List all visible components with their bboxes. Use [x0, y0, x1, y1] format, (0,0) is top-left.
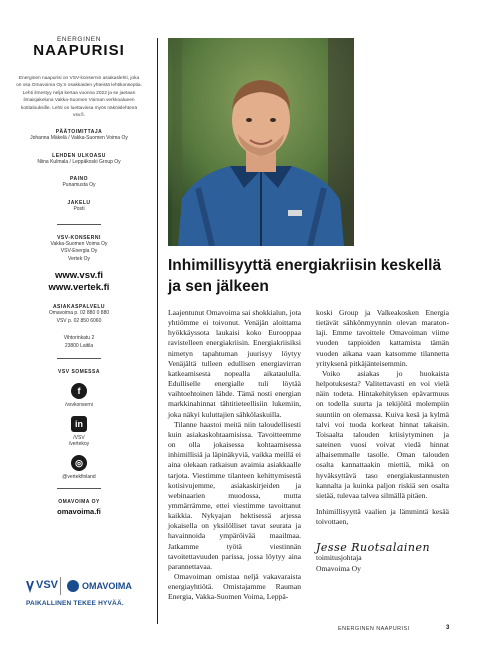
section-layout — [12, 153, 146, 166]
portrait-illustration — [168, 38, 354, 246]
address-line: Vihtorinkatu 2 — [63, 335, 95, 342]
article-headline: Inhimillisyyttä energiakriisin keskellä ja sen jälkeen — [168, 257, 442, 295]
section-distribution — [12, 200, 146, 213]
address-line: 23800 Laitila — [64, 342, 94, 349]
masthead-title: NAAPURISI — [33, 42, 125, 59]
sidebar — [12, 36, 146, 516]
section-konserni — [12, 235, 146, 263]
logo-divider — [60, 577, 61, 595]
portrait-photo — [168, 38, 354, 246]
vsv-logo: VSV — [36, 579, 59, 591]
social-handle: /vsvkonserni — [65, 401, 93, 408]
section-editor — [12, 129, 146, 142]
section-title: VSV SOMESSA — [58, 368, 100, 375]
section-omavoima — [12, 499, 146, 516]
section-text: Niina Kulmala / Leppäkoski Group Oy — [37, 158, 121, 165]
section-text: Johanna Mäkelä / Vakka-Suomen Voima Oy — [30, 135, 128, 142]
social-linkedin[interactable] — [12, 416, 146, 447]
column-divider — [157, 38, 158, 624]
section-title: OMAVOIMA OY — [58, 498, 100, 505]
page-number: 3 — [446, 625, 450, 631]
section-title: JAKELU — [67, 199, 91, 206]
paragraph: koski Group ja Valkeakosken Energia tietävät sähkönmyynnin olevan maraton-laji. Emme tavoittele Omavoiman viime vuoden tappioiden kattamista tämän vuoden aikana vaan katsomme tilannetta yrityksenä pitkäjänteisemmin. — [316, 308, 449, 368]
section-title: PAINO — [70, 176, 88, 183]
facebook-icon[interactable]: f — [71, 383, 87, 399]
section-title: PÄÄTOIMITTAJA — [55, 129, 103, 136]
section-text: Posti — [73, 205, 85, 212]
section-customer-service — [12, 304, 146, 325]
masthead-small: ENERGINEN — [56, 36, 102, 43]
section-social — [12, 369, 146, 480]
divider — [57, 358, 101, 359]
section-text: VSV-Energia Oy — [60, 248, 98, 255]
section-title: VSV-KONSERNI — [57, 235, 101, 242]
partner-logos — [26, 577, 138, 595]
intro-text: Energinen naapurisi on VSV-konsernin asiakaslehti, joka on osa Omavoima Oy:n osakkaiden yhteistä lehtikonseptia. Lehti ilmestyy neljä kertaa vuonna 2022 ja se jaetaan ilmaisjakeluna Vakka-Suomen Voiman verkkoalueen kotitalouksille. Lehti on luettavissa myös näköislehtenä vsv.fi. — [16, 76, 142, 119]
address — [12, 335, 146, 350]
signer-company: Omavoima Oy — [316, 563, 361, 573]
section-title: LEHDEN ULKOASU — [52, 152, 106, 159]
paragraph: Laajentunut Omavoima sai shokkialun, jota yhtiömme ei toivonut. Venäjän aloittama hyökkäyssota laukaisi koko Eurooppaa ravistelleen energiakriisin. Energiakriisiksi nimetyn tapahtuman juurisyy löytyy Venäjältä tulleen edullisen energiavirran katkeamisesta nopealla aikataululla. Edulliselle energialle tuli löytää vaihtoehtoinen lähde. Tämä nosti energian markkinahinnat tähtitieteellisiin lukemiin, joka näkyi kuluttajien sähkölaskuilla. — [168, 308, 301, 419]
paragraph: Omavoiman omistaa neljä vakavaraista energiayhtiötä. Omistajamme Rauman Energia, Vakka-Suomen Voima, Leppä- — [168, 572, 301, 602]
closing-text: Inhimillisyyttä vaalien ja lämmintä kesää toivottaen, — [316, 506, 449, 527]
website-link-omavoima[interactable]: omavoima.fi — [57, 506, 101, 516]
section-text: Punamusta Oy — [62, 182, 96, 189]
signature: Jesse Ruotsalainen — [316, 541, 431, 555]
article-column-1 — [168, 308, 301, 603]
article-column-2 — [316, 308, 449, 574]
social-handle: @vertekfinland — [62, 473, 96, 480]
paragraph: Voiko asiakas jo huokaista helpotuksesta? Valitettavasti en voi vielä näin todeta. Hintakehityksen epävarmuus on todella suurta ja tekijöitä molempiin suuntiin on olemassa. Kuiva kesä ja kylmä talvi voi tuoda korkeat hinnat takaisin. Toisaalta talouden kriisiytyminen ja sateinen vuosi voivat viedä hinnat alhaisemmalle tasolle. Oman talouden osalta kannattaakin miettiä, mikä on hyväksyttävä taso energiakustannusten kannalta ja kuinka paljon riskiä sen osalta sietää, tulevaa talvea silmällä pitäen. — [316, 368, 449, 500]
section-text: Vertek Oy — [68, 255, 90, 262]
website-link-vsv[interactable]: www.vsv.fi — [54, 270, 104, 282]
omavoima-logo-icon — [67, 580, 79, 592]
paragraph: Tilanne haastoi meitä niin taloudellisesti kuin asiakaskohtaamisissa. Tavoitteemme on olla jokaisessa kohtaamisessa inhimillisiä ja läpinäkyviä, vaikka meillä ei aina olekaan ratkaisun avaimia asiakkaalle tarjota. Viestimme tilanteen kehittymisestä kotisivujemme, asiakaskirjeiden ja webinaarien muodossa, mutta ymmärrämme, ettei viestimme tavoittanut kaikkia. Nykyajan hektisessä arjessa jokaisella on yksilölliset tavat seurata ja havainnoida ympäröivää maailmaa. Jatkamme työtä viestinnän tavoitettavuuden parissa, jossa löytyy aina parannettavaa. — [168, 419, 301, 571]
divider — [57, 224, 101, 225]
website-link-vertek[interactable]: www.vertek.fi — [48, 282, 110, 294]
divider — [57, 488, 101, 489]
section-text: VSV p. 02 850 6060 — [56, 317, 102, 324]
section-text: Vakka-Suomen Voima Oy — [50, 241, 108, 248]
websites — [12, 270, 146, 294]
linkedin-icon[interactable]: in — [71, 416, 87, 432]
section-title: ASIAKASPALVELU — [52, 304, 106, 311]
instagram-icon[interactable]: ◎ — [71, 455, 87, 471]
footer-magazine-name: ENERGINEN NAAPURISI — [338, 626, 410, 632]
section-text: Omavoima p. 02 880 0 880 — [48, 310, 110, 317]
section-print — [12, 176, 146, 189]
social-instagram[interactable] — [12, 455, 146, 480]
signer-title: toimitusjohtaja — [316, 553, 362, 563]
omavoima-logo: OMAVOIMA — [82, 581, 132, 591]
vsv-logo-mark — [26, 577, 34, 595]
tagline: PAIKALLINEN TEKEE HYVÄÄ. — [26, 600, 124, 607]
social-handle: /VSV /vertekoy — [68, 434, 90, 447]
social-facebook[interactable] — [12, 383, 146, 408]
